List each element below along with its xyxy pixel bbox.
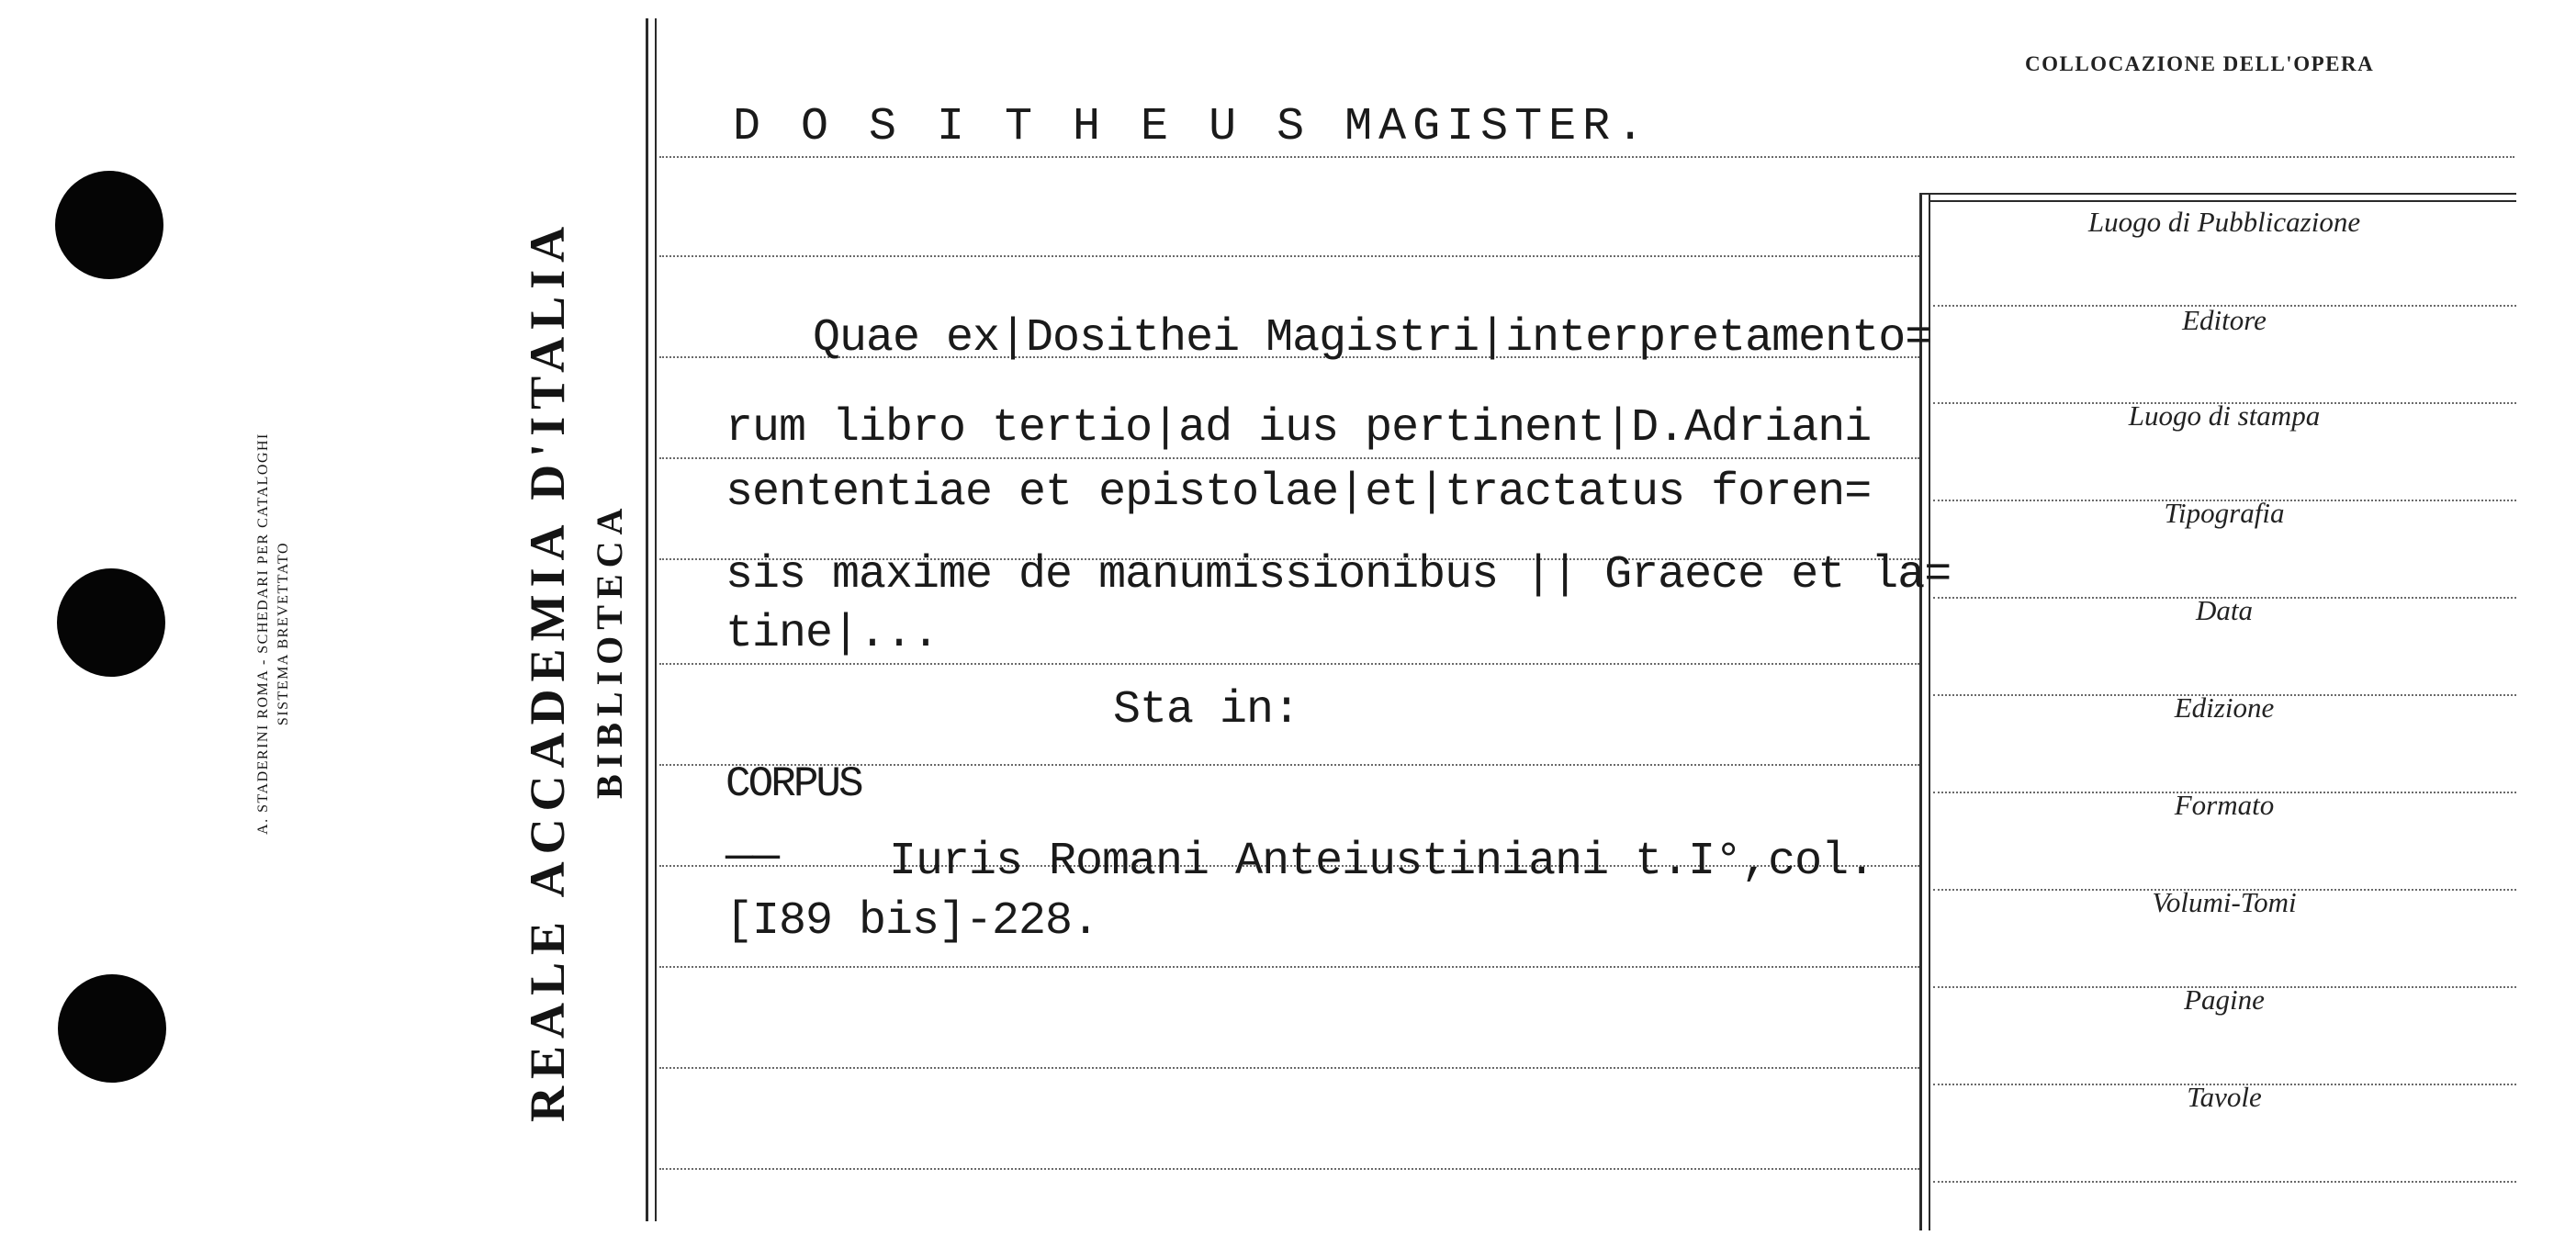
- left-margin-rule-inner: [655, 18, 657, 1221]
- punch-hole-top: [55, 171, 163, 279]
- fields-box-top-inner: [1929, 200, 2516, 202]
- field-label-volumi-tomi: Volumi-Tomi: [2152, 886, 2297, 918]
- ruled-line: [659, 663, 1919, 665]
- series-dash: ——: [726, 831, 780, 883]
- punch-hole-bottom: [58, 974, 166, 1083]
- title-line: Quae ex|Dosithei Magistri|interpretamento=: [813, 312, 1932, 365]
- fields-box-top: [1919, 193, 2516, 195]
- printer-imprint: [253, 349, 294, 918]
- field-label-data: Data: [2196, 594, 2253, 626]
- institution-name: REALE ACCADEMIA D'ITALIA: [520, 219, 575, 1122]
- field-label-tipografia: Tipografia: [2164, 497, 2285, 529]
- series-heading: CORPUS: [726, 760, 861, 808]
- field-label-luogo-stampa: Luogo di stampa: [2128, 399, 2321, 432]
- ruled-line: [659, 1067, 1919, 1069]
- field-label-formato: Formato: [2174, 789, 2275, 821]
- series-detail: Iuris Romani Anteiustiniani t.I°,col.: [889, 836, 1875, 888]
- ruled-line: [659, 156, 2514, 158]
- ruled-line: [659, 255, 1919, 257]
- contained-in-label: Sta in:: [1113, 684, 1300, 736]
- series-pages: [I89 bis]-228.: [726, 895, 1099, 948]
- library-label: BIBLIOTECA: [589, 501, 630, 799]
- field-label-editore: Editore: [2182, 304, 2267, 336]
- collocation-label: COLLOCAZIONE DELL'OPERA: [2025, 52, 2375, 75]
- printer-imprint-line1: A. STADERINI ROMA - SCHEDARI PER CATALOGHI: [255, 433, 271, 835]
- ruled-line: [659, 966, 1919, 968]
- field-label-pagine: Pagine: [2184, 983, 2265, 1016]
- field-label-luogo-pubblicazione: Luogo di Pubblicazione: [2087, 206, 2361, 238]
- field-rule: [1933, 1181, 2516, 1183]
- ruled-line: [659, 457, 1919, 459]
- punch-hole-middle: [57, 568, 165, 677]
- field-label-tavole: Tavole: [2187, 1081, 2262, 1113]
- field-label-edizione: Edizione: [2174, 691, 2275, 724]
- title-line: sis maxime de manumissionibus || Graece et la=: [726, 549, 1952, 601]
- author-heading: D O S I T H E U S MAGISTER.: [733, 101, 1651, 153]
- printer-imprint-line2: SISTEMA BREVETTATO: [276, 541, 291, 726]
- title-line: tine|...: [726, 608, 939, 660]
- ruled-line: [659, 1168, 1919, 1170]
- title-line: sententiae et epistolae|et|tractatus foren=: [726, 466, 1872, 519]
- title-line: rum libro tertio|ad ius pertinent|D.Adriani: [726, 402, 1872, 455]
- left-margin-rule: [646, 18, 648, 1221]
